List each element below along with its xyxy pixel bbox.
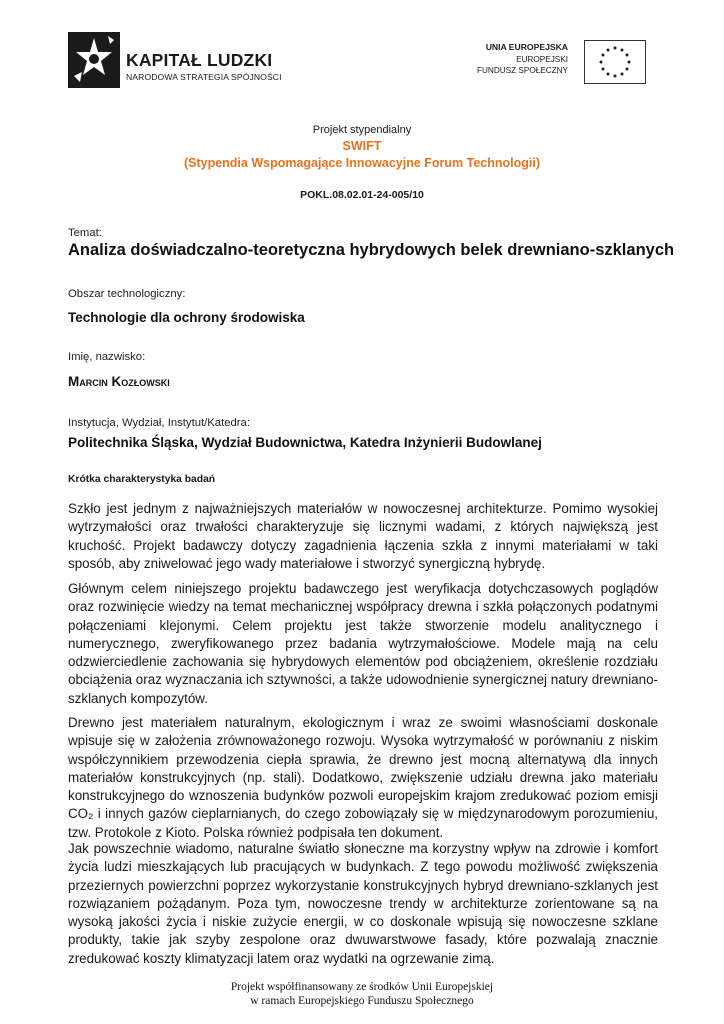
kapital-ludzki-logo bbox=[68, 32, 288, 88]
summary-paragraph-1: Szkło jest jednym z najważniejszych materiałów w nowoczesnej architekturze. Pomimo wysokiej wytrzymałości oraz trwałości charakteryzuje się licznymi wadami, z których największą jest kruchość. Projekt badawczy dotyczy zagadnienia łączenia szkła z innymi materiałami w taki sposób, aby zniwelować jego wady materiałowe i stworzyć synergiczną hybrydę. bbox=[68, 501, 658, 571]
eu-text bbox=[477, 42, 568, 77]
eu-line2: EUROPEJSKI bbox=[516, 54, 568, 64]
summary-paragraph-4: Jak powszechnie wiadomo, naturalne światło słoneczne ma korzystny wpływ na zdrowie i komfort życia ludzi mieszkających lub pracujących w budynkach. Z tego powodu możliwość zwiększenia przeziernych powierzchni poprzez wykorzystanie konstrukcyjnych hybryd drewniano-szklanych jest rozwiązaniem pożądanym. Poza tym, nowoczesne trendy w architekturze zorientowane są na wysoką jakości życia i niskie zużycie energii, w co doskonale wpisują się nowoczesne szklane produkty, takie jak szyby zespolone oraz dwuwarstwowe fasady, które pozwalają znacznie zredukować koszty klimatyzacji latem oraz wydatki na ogrzewanie zimą. bbox=[68, 841, 658, 966]
topic-label: Temat: bbox=[68, 227, 102, 239]
project-full-name: (Stypendia Wspomagające Innowacyjne Forum Technologii) bbox=[183, 156, 541, 170]
kapital-ludzki-star-icon bbox=[68, 32, 120, 88]
name-label: Imię, nazwisko: bbox=[68, 351, 146, 363]
name-value: Marcin Kozłowski bbox=[68, 374, 170, 389]
logo-subtitle: NARODOWA STRATEGIA SPÓJNOŚCI bbox=[126, 72, 282, 82]
eu-line1: UNIA EUROPEJSKA bbox=[485, 42, 568, 52]
area-value: Technologie dla ochrony środowiska bbox=[68, 310, 305, 325]
eu-logo bbox=[474, 32, 654, 92]
project-label: Projekt stypendialny bbox=[312, 124, 412, 136]
summary-paragraph-3: Drewno jest materiałem naturalnym, ekologicznym i wraz ze swoimi własnościami doskonale wpisuje się w założenia zrównoważonego rozwoju. Wysoka wytrzymałość w porównaniu z niskim współczynnikiem przewodzenia ciepła sprawia, że drewno jest mocną alternatywą dla innych materiałów konstrukcyjnych (np. stali). Dodatkowo, zwiększenie udziału drewna jako materiału konstrukcyjnego do wznoszenia budynków pozwoli europejskim krajom zredukować poziom emisji CO₂ i innych gazów cieplarnianych, do czego zobowiązały się w międzynarodowym porozumieniu, tzw. Protokole z Kioto. Polska również podpisała ten dokument. bbox=[68, 715, 658, 840]
footer-line1: Projekt współfinansowany ze środków Unii Europejskiej bbox=[230, 981, 494, 993]
area-label: Obszar technologiczny: bbox=[68, 288, 186, 300]
summary-heading: Krótka charakterystyka badań bbox=[68, 474, 216, 485]
institution-label: Instytucja, Wydział, Instytut/Katedra: bbox=[68, 417, 250, 429]
eu-flag-icon bbox=[584, 40, 646, 84]
eu-line3: FUNDUSZ SPOŁECZNY bbox=[477, 66, 568, 75]
topic-value: Analiza doświadczalno-teoretyczna hybrydowych belek drewniano-szklanych bbox=[68, 241, 675, 259]
institution-value: Politechnika Śląska, Wydział Budownictwa, Katedra Inżynierii Budowlanej bbox=[68, 435, 542, 450]
footer-line2: w ramach Europejskiego Funduszu Społecznego bbox=[250, 995, 474, 1007]
footer bbox=[0, 980, 724, 1008]
summary-paragraph-2: Głównym celem niniejszego projektu badawczego jest weryfikacja dotychczasowych poglądów oraz rozwinięcie wiedzy na temat mechanicznej współpracy drewna i szkła połączonych podatnymi połączeniami klejonymi. Celem projektu jest także stworzenie modelu analitycznego i numerycznego, zweryfikowanego przez badania wytrzymałościowe. Modele mają na celu odzwierciedlenie zachowania się hybrydowych elementów pod obciążeniem, określenie rozdziału obciążenia oraz wyznaczania ich sztywności, a także udowodnienie synergicznej natury drewniano-szklanych kompozytów. bbox=[68, 581, 658, 706]
project-name: SWIFT bbox=[342, 139, 382, 153]
project-code: POKL.08.02.01-24-005/10 bbox=[300, 189, 424, 201]
logo-title: KAPITAŁ LUDZKI bbox=[126, 50, 273, 70]
